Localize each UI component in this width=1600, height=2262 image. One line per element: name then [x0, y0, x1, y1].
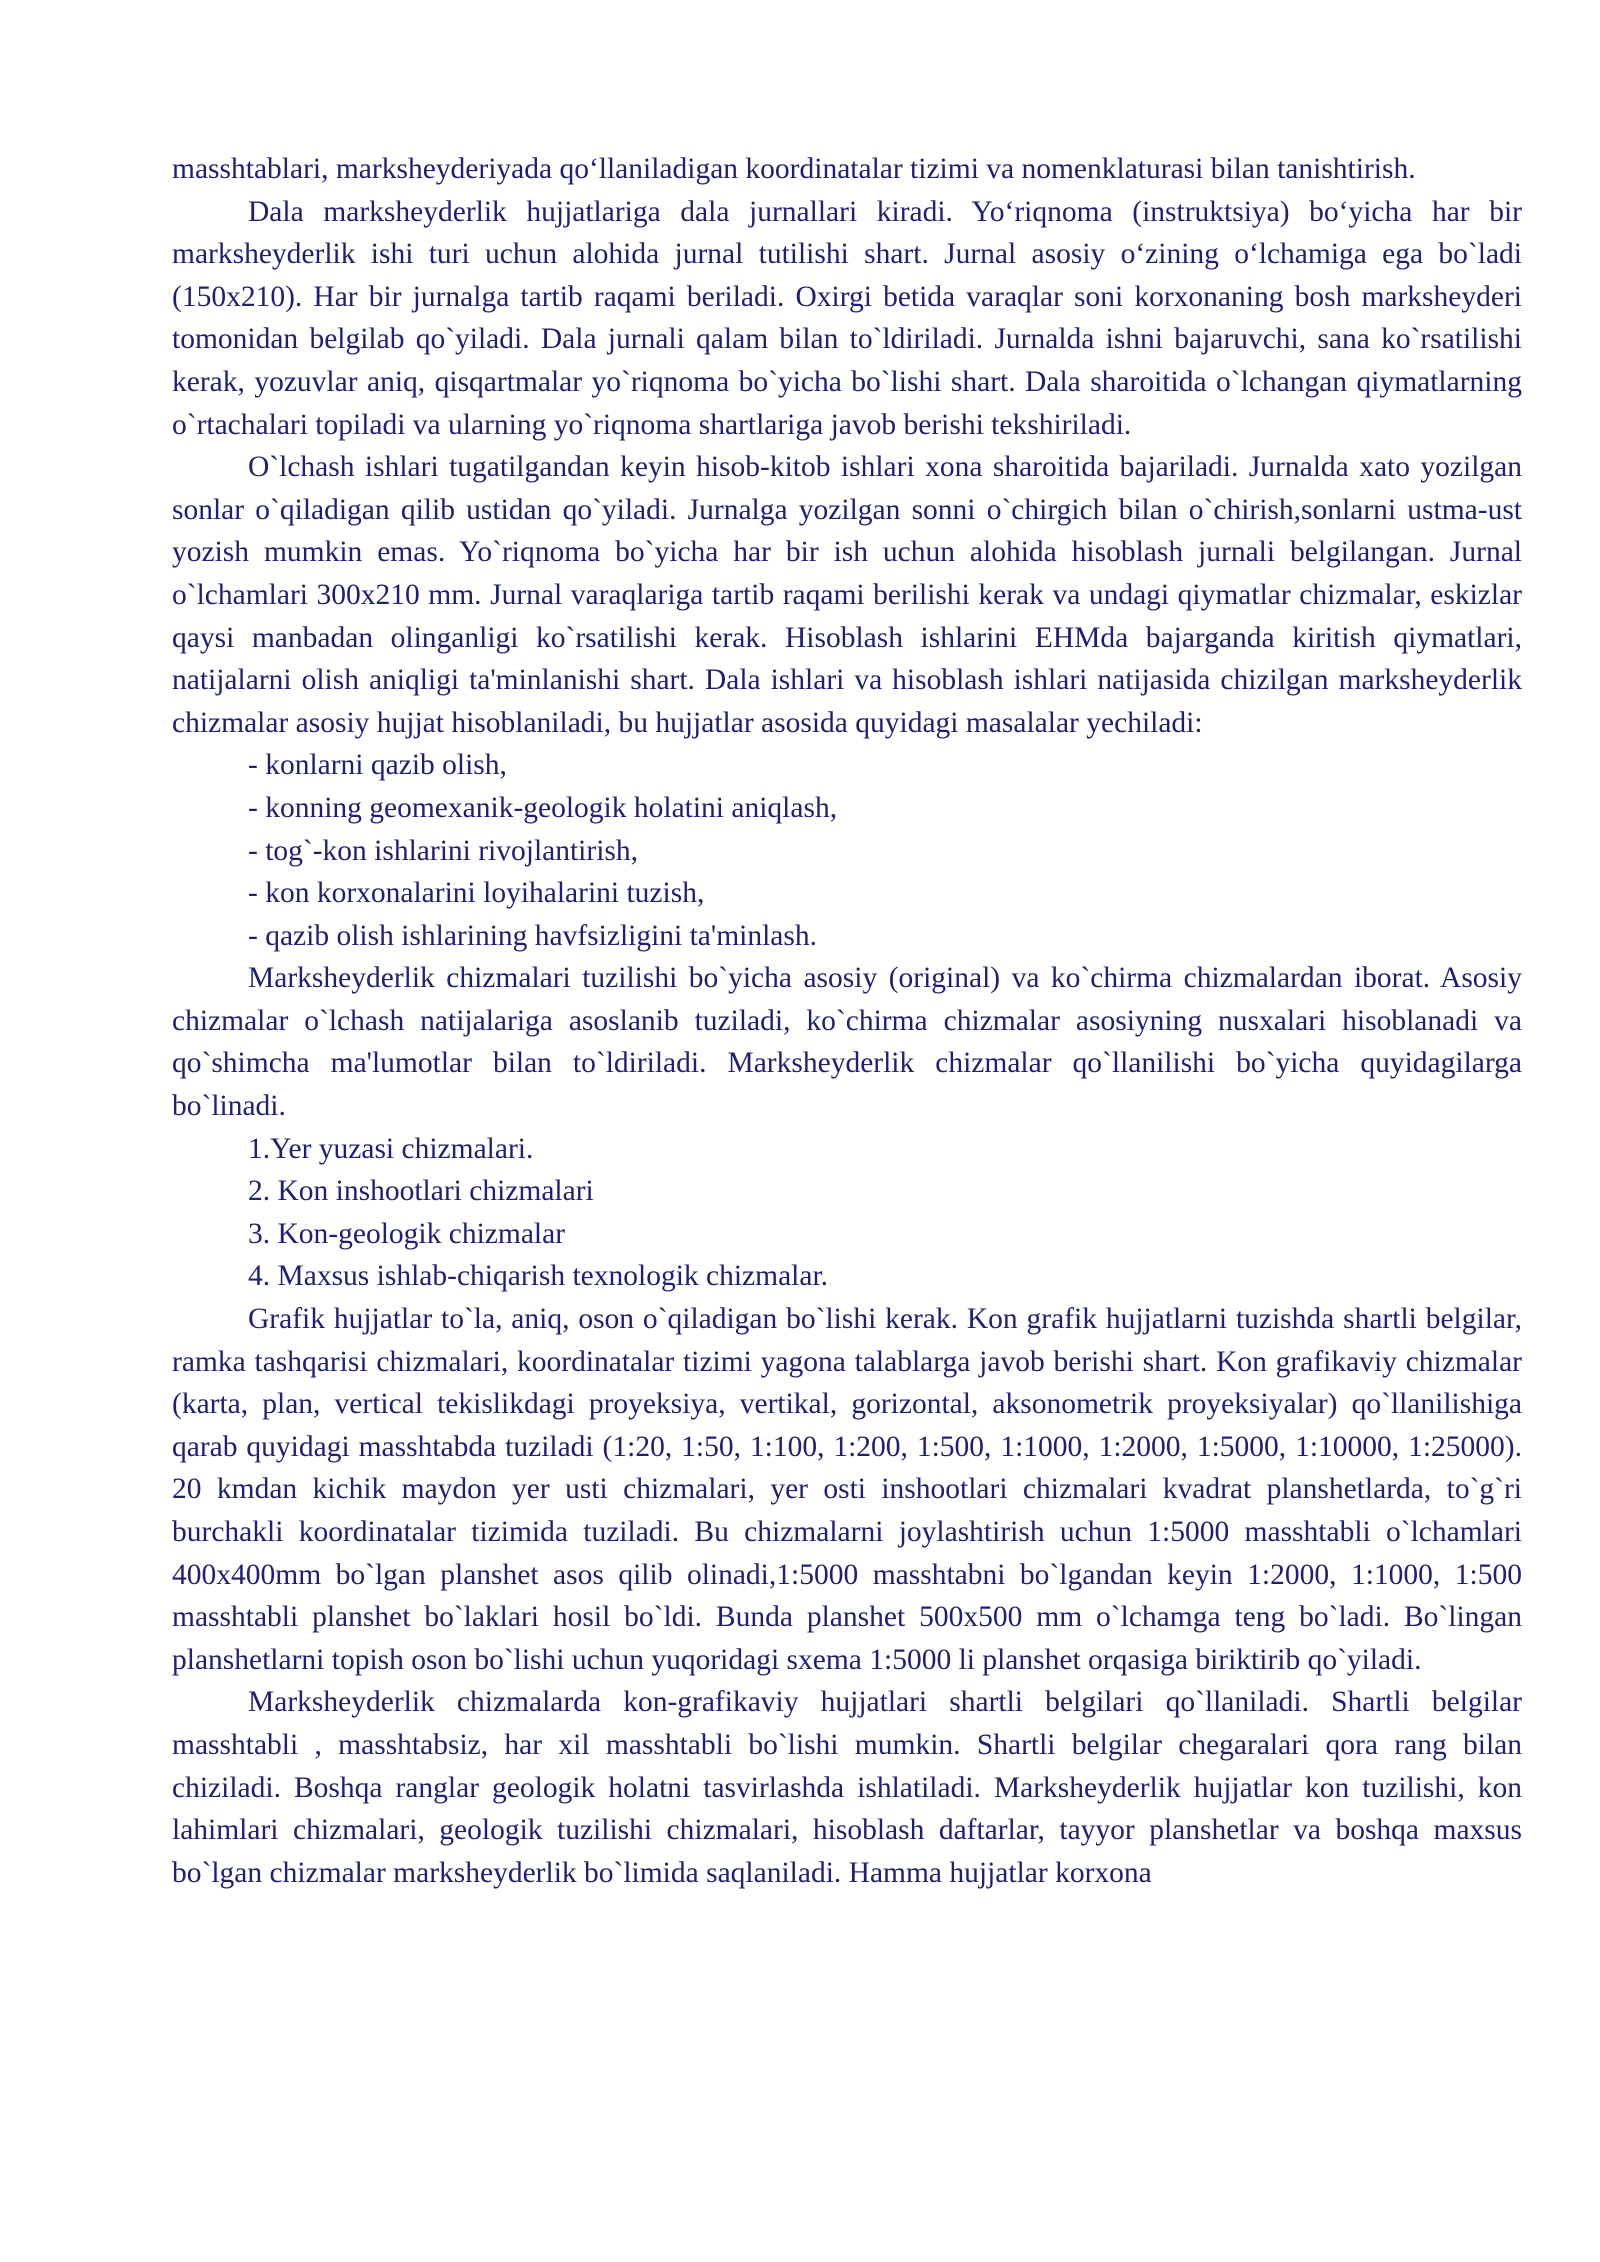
list-item: - konlarni qazib olish,: [248, 749, 507, 782]
list-item: 3. Kon-geologik chizmalar: [248, 1217, 566, 1250]
paragraph: Grafik hujjatlar to`la, aniq, oson o`qiladigan bo`lishi kerak. Kon grafik hujjatlarni tuzishda shartli belgilar, ramka tashqarisi chizmalari, koordinatalar tizimi yagona talablarga javob berishi shart. Kon grafikaviy chizmalar (karta, plan, vertical tekislikdagi proyeksiya, vertikal, gorizontal, aksonometrik proyeksiyalar) qo`llanilishiga qarab quyidagi masshtabda tuziladi (1:20, 1:50, 1:100, 1:200, 1:500, 1:1000, 1:2000, 1:5000, 1:10000, 1:25000). 20 kmdan kichik maydon yer usti chizmalari, yer osti inshootlari chizmalari kvadrat planshetlarda, to`g`ri burchakli koordinatalar tizimida tuziladi. Bu chizmalarni joylashtirish uchun 1:5000 masshtabli o`lchamlari 400x400mm bo`lgan planshet asos qilib olinadi,1:5000 masshtabni bo`lgandan keyin 1:2000, 1:1000, 1:500 masshtabli planshet bo`laklari hosil bo`ldi. Bunda planshet 500x500 mm o`lchamga teng bo`ladi. Bo`lingan planshetlarni topish oson bo`lishi uchun yuqoridagi sxema 1:5000 li planshet orqasiga biriktirib qo`yiladi.: [172, 1303, 1522, 1676]
paragraph: O`lchash ishlari tugatilgandan keyin hisob-kitob ishlari xona sharoitida bajariladi. Jurnalda xato yozilgan sonlar o`qiladigan qilib ustidan qo`yiladi. Jurnalga yozilgan sonni o`chirgich bilan o`chirish,sonlarni ustma-ust yozish mumkin emas. Yo`riqnoma bo`yicha har bir ish uchun alohida hisoblash jurnali belgilangan. Jurnal o`lchamlari 300x210 mm. Jurnal varaqlariga tartib raqami berilishi kerak va undagi qiymatlar chizmalar, eskizlar qaysi manbadan olinganligi ko`rsatilishi kerak. Hisoblash ishlarini EHMda bajarganda kiritish qiymatlari, natijalarni olish aniqligi ta'minlanishi shart. Dala ishlari va hisoblash ishlari natijasida chizilgan marksheyderlik chizmalar asosiy hujjat hisoblaniladi, bu hujjatlar asosida quyidagi masalalar yechiladi:: [172, 451, 1522, 739]
paragraph: Marksheyderlik chizmalarda kon-grafikaviy hujjatlari shartli belgilari qo`llaniladi. Shartli belgilar masshtabli , masshtabsiz, har xil masshtabli bo`lishi mumkin. Shartli belgilar chegaralari qora rang bilan chiziladi. Boshqa ranglar geologik holatni tasvirlashda ishlatiladi. Marksheyderlik hujjatlar kon tuzilishi, kon lahimlari chizmalari, geologik tuzilishi chizmalari, hisoblash daftarlar, tayyor planshetlar va boshqa maxsus bo`lgan chizmalar marksheyderlik bo`limida saqlaniladi. Hamma hujjatlar korxona: [172, 1686, 1522, 1889]
list-item: - qazib olish ishlarining havfsizligini ta'minlash.: [248, 919, 817, 952]
document-page: [172, 148, 1522, 1894]
paragraph: Dala marksheyderlik hujjatlariga dala jurnallari kiradi. Yo‘riqnoma (instruktsiya) bo‘yicha har bir marksheyderlik ishi turi uchun alohida jurnal tutilishi shart. Jurnal asosiy o‘zining o‘lchamiga ega bo`ladi (150x210). Har bir jurnalga tartib raqami beriladi. Oxirgi betida varaqlar soni korxonaning bosh marksheyderi tomonidan belgilab qo`yiladi. Dala jurnali qalam bilan to`ldiriladi. Jurnalda ishni bajaruvchi, sana ko`rsatilishi kerak, yozuvlar aniq, qisqartmalar yo`riqnoma bo`yicha bo`lishi shart. Dala sharoitida o`lchangan qiymatlarning o`rtachalari topiladi va ularning yo`riqnoma shartlariga javob berishi tekshiriladi.: [172, 195, 1522, 441]
list-item: 1.Yer yuzasi chizmalari.: [248, 1132, 534, 1165]
paragraph: masshtablari, marksheyderiyada qo‘llaniladigan koordinatalar tizimi va nomenklaturasi bilan tanishtirish.: [172, 153, 1416, 185]
list-item: - kon korxonalarini loyihalarini tuzish,: [248, 877, 705, 910]
paragraph: Marksheyderlik chizmalari tuzilishi bo`yicha asosiy (original) va ko`chirma chizmalardan iborat. Asosiy chizmalar o`lchash natijalariga asoslanib tuziladi, ko`chirma chizmalar asosiyning nusxalari hisoblanadi va qo`shimcha ma'lumotlar bilan to`ldiriladi. Marksheyderlik chizmalar qo`llanilishi bo`yicha quyidagilarga bo`linadi.: [172, 962, 1522, 1123]
list-item: 2. Kon inshootlari chizmalari: [248, 1175, 594, 1208]
list-item: 4. Maxsus ishlab-chiqarish texnologik chizmalar.: [248, 1260, 829, 1293]
list-item: - tog`-kon ishlarini rivojlantirish,: [248, 834, 638, 867]
list-item: - konning geomexanik-geologik holatini aniqlash,: [248, 791, 838, 824]
